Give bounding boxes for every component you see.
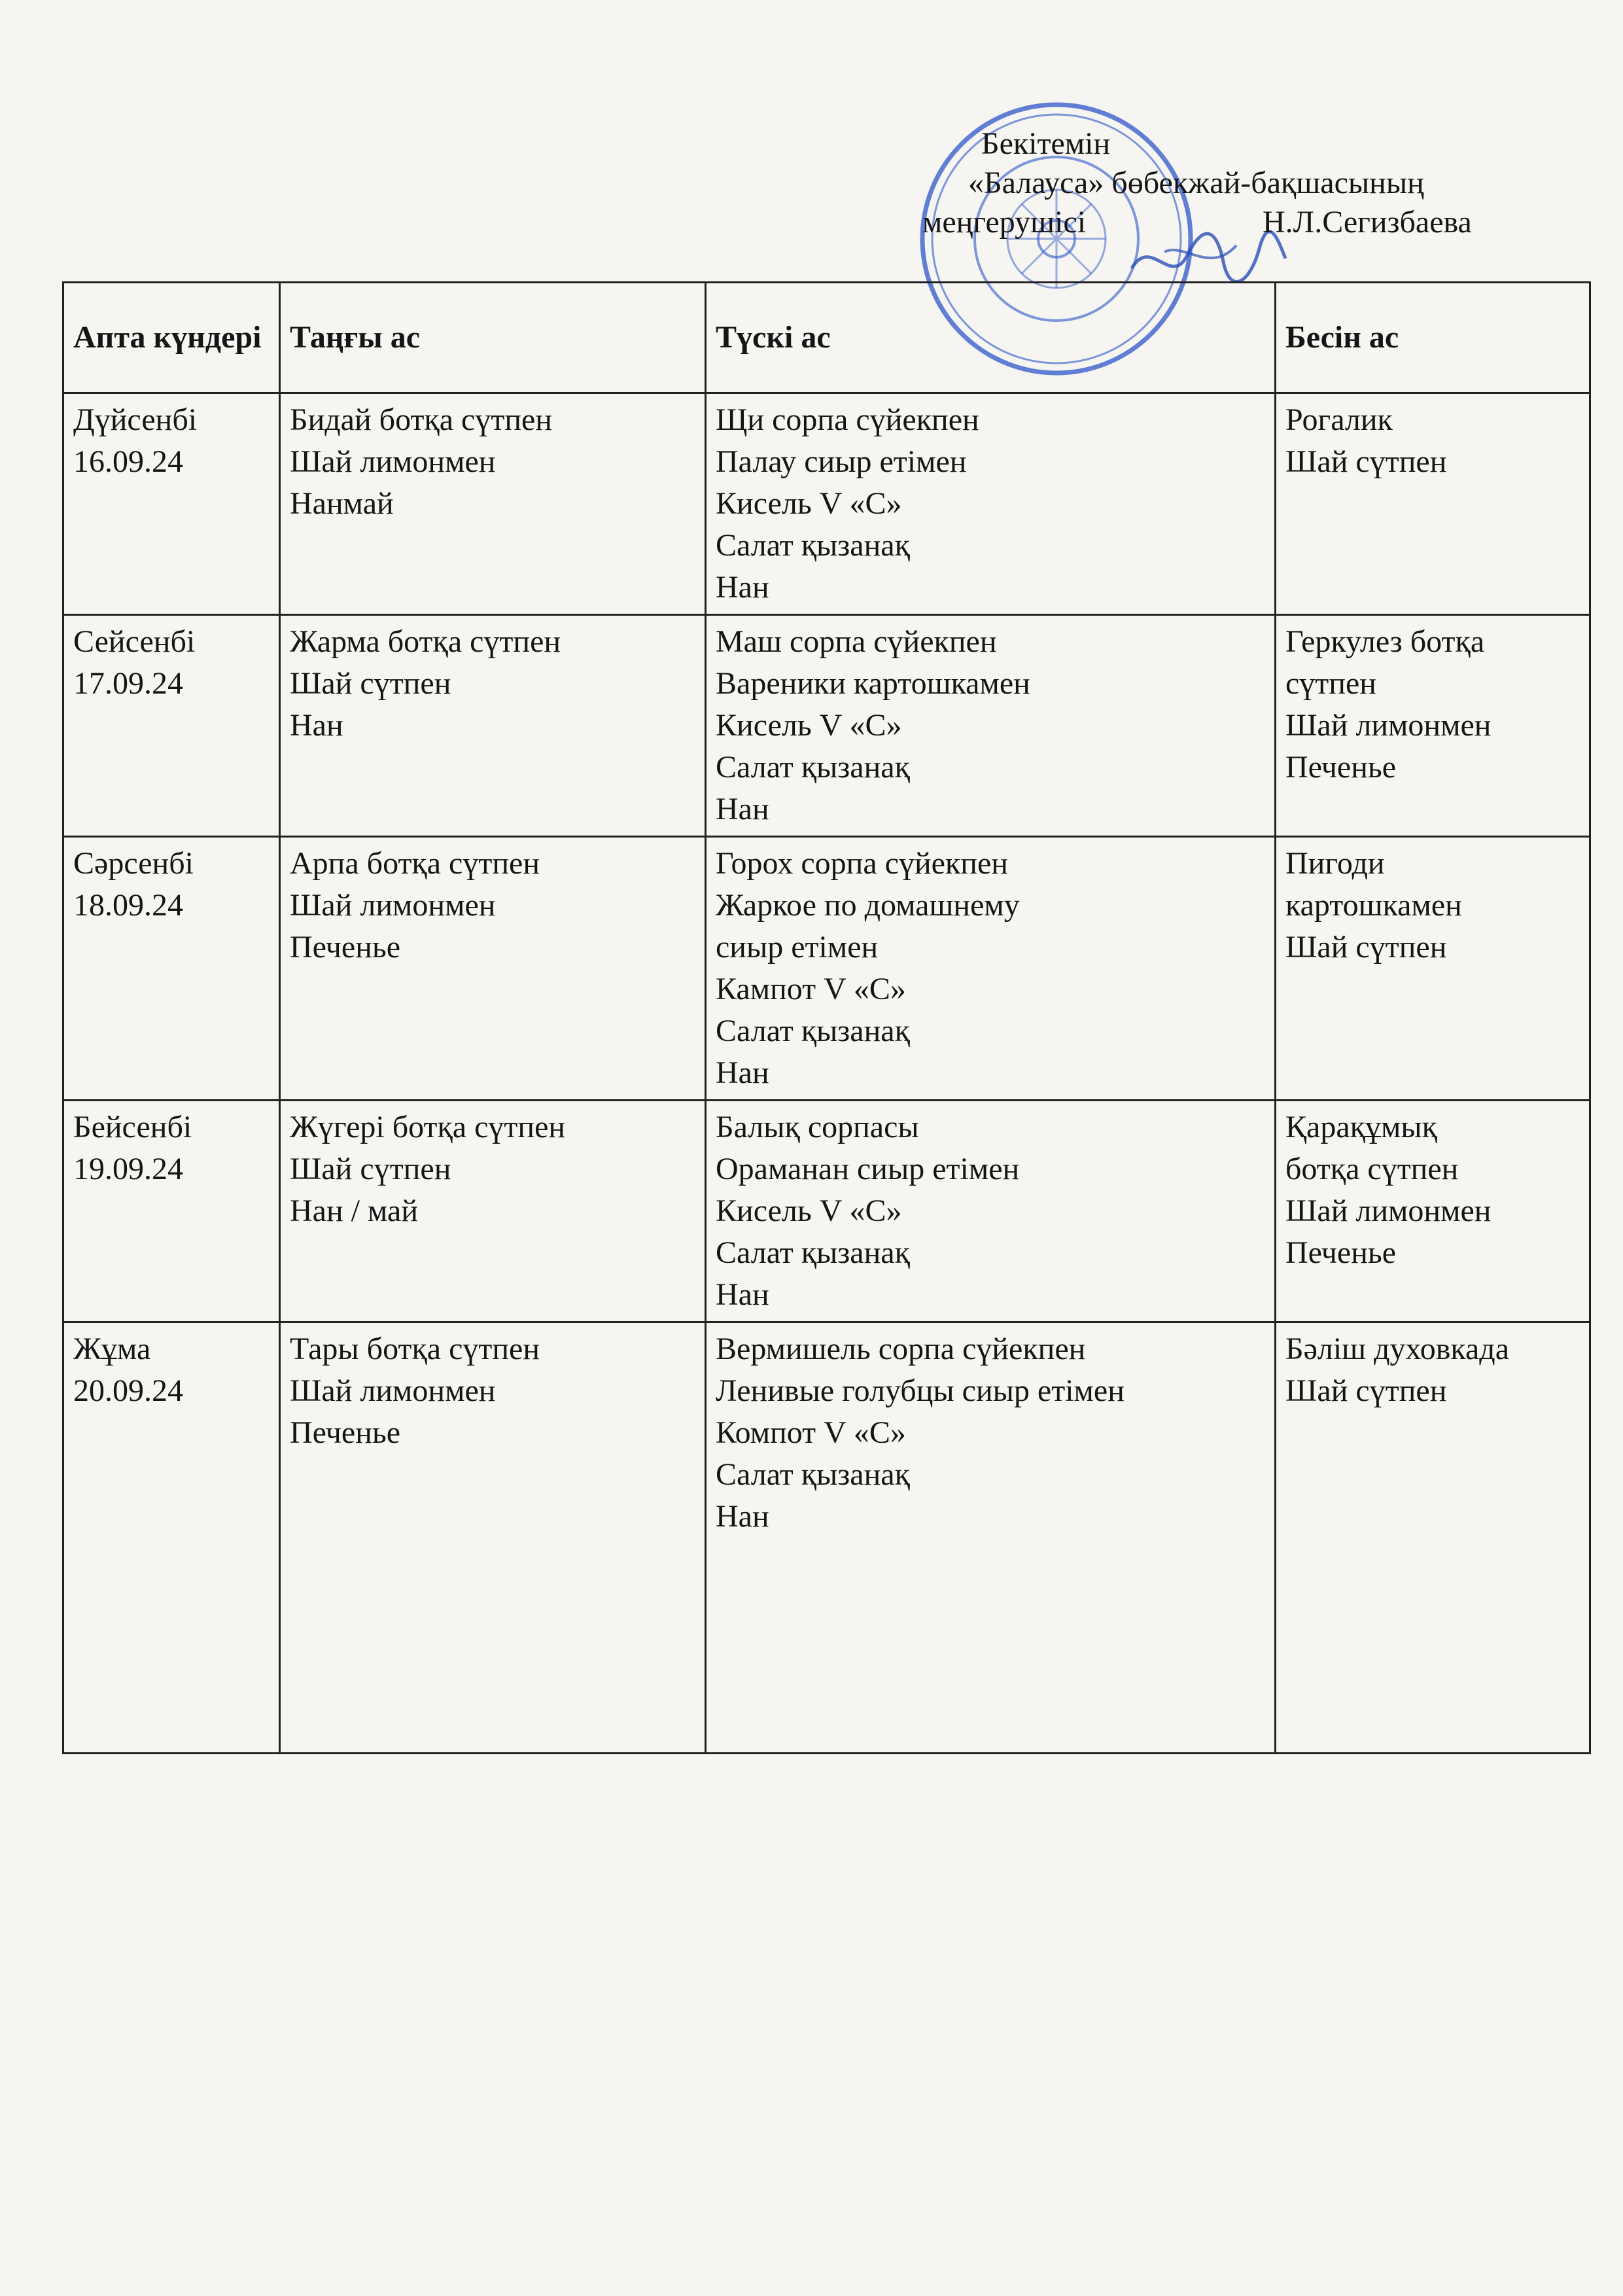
snack-cell (1276, 393, 1590, 615)
menu-item: Кампот V «С» (716, 972, 906, 1006)
table-row (63, 1101, 1590, 1322)
menu-item: Шай лимонмен (1285, 1193, 1492, 1228)
menu-item: сиыр етімен (716, 930, 879, 964)
menu-item: Салат қызанақ (716, 1235, 910, 1270)
menu-item: Кисель V «С» (716, 486, 902, 521)
weekly-menu-table (62, 281, 1591, 1754)
day-name: Дүйсенбі (73, 402, 198, 437)
menu-item: Арпа ботқа сүтпен (290, 846, 540, 881)
menu-item: Салат қызанақ (716, 1457, 910, 1492)
menu-item: Қарақұмық (1285, 1110, 1437, 1144)
table-row (63, 393, 1590, 615)
menu-item: Ораманан сиыр етімен (716, 1152, 1020, 1186)
approval-block (922, 124, 1537, 242)
menu-item: Салат қызанақ (716, 750, 910, 785)
menu-item: Кисель V «С» (716, 708, 902, 743)
menu-item: Печенье (1285, 1235, 1397, 1270)
snack-cell (1276, 837, 1590, 1101)
snack-cell (1276, 1322, 1590, 1754)
menu-item: Нан (716, 1055, 769, 1090)
head-name: Н.Л.Сегизбаева (1263, 205, 1472, 239)
menu-item: сүтпен (1285, 666, 1376, 701)
menu-item: Нан (716, 792, 769, 826)
menu-item: Вермишель сорпа сүйекпен (716, 1332, 1086, 1366)
menu-item: Нан (716, 1277, 769, 1312)
day-name: Сейсенбі (73, 624, 196, 659)
day-date: 20.09.24 (73, 1373, 183, 1408)
menu-item: Бәліш духовкада (1285, 1332, 1509, 1366)
menu-item: Щи сорпа сүйекпен (716, 402, 979, 437)
menu-item: Пигоди (1285, 846, 1385, 881)
day-name: Жұма (73, 1332, 151, 1366)
day-cell (63, 1101, 280, 1322)
breakfast-cell (280, 615, 706, 837)
menu-item: Шай лимонмен (290, 1373, 496, 1408)
day-cell (63, 837, 280, 1101)
kindergarten-name: «Балауса» бөбекжай-бақшасының (968, 166, 1424, 200)
menu-item: Шай лимонмен (290, 444, 496, 479)
breakfast-cell (280, 393, 706, 615)
menu-item: Шай сүтпен (290, 1152, 451, 1186)
day-name: Бейсенбі (73, 1110, 192, 1144)
table-row (63, 1322, 1590, 1754)
menu-item: Шай лимонмен (290, 888, 496, 923)
menu-item: Печенье (290, 1415, 401, 1450)
menu-item: Нан (716, 570, 769, 605)
menu-item: Нанмай (290, 486, 394, 521)
menu-item: ботқа сүтпен (1285, 1152, 1459, 1186)
menu-item: Печенье (1285, 750, 1397, 785)
breakfast-cell (280, 1101, 706, 1322)
header-snack: Бесін ас (1276, 283, 1590, 393)
menu-item: Жүгері ботқа сүтпен (290, 1110, 566, 1144)
table-row (63, 615, 1590, 837)
menu-item: Бидай ботқа сүтпен (290, 402, 553, 437)
menu-item: картошкамен (1285, 888, 1462, 923)
snack-cell (1276, 1101, 1590, 1322)
lunch-cell (706, 1101, 1276, 1322)
lunch-cell (706, 837, 1276, 1101)
day-cell (63, 393, 280, 615)
menu-item: Палау сиыр етімен (716, 444, 967, 479)
menu-item: Балық сорпасы (716, 1110, 919, 1144)
header-breakfast: Таңғы ас (280, 283, 706, 393)
day-date: 17.09.24 (73, 666, 183, 701)
table-row (63, 837, 1590, 1101)
menu-item: Нан (716, 1499, 769, 1534)
menu-item: Вареники картошкамен (716, 666, 1030, 701)
table-header-row (63, 283, 1590, 393)
approval-title: Бекітемін (981, 126, 1111, 161)
snack-cell (1276, 615, 1590, 837)
header-days: Апта күндері (63, 283, 280, 393)
menu-item: Жаркое по домашнему (716, 888, 1020, 923)
menu-item: Рогалик (1285, 402, 1393, 437)
menu-item: Салат қызанақ (716, 1014, 910, 1048)
head-position-line (922, 203, 1537, 242)
menu-item: Шай сүтпен (1285, 444, 1447, 479)
menu-item: Геркулез ботқа (1285, 624, 1485, 659)
menu-item: Компот V «С» (716, 1415, 906, 1450)
menu-item: Тары ботқа сүтпен (290, 1332, 540, 1366)
menu-item: Шай сүтпен (1285, 930, 1447, 964)
menu-item: Кисель V «С» (716, 1193, 902, 1228)
menu-item: Шай сүтпен (290, 666, 451, 701)
day-cell (63, 615, 280, 837)
lunch-cell (706, 1322, 1276, 1754)
day-cell (63, 1322, 280, 1754)
day-date: 16.09.24 (73, 444, 183, 479)
header-lunch: Түскі ас (706, 283, 1276, 393)
breakfast-cell (280, 1322, 706, 1754)
lunch-cell (706, 393, 1276, 615)
menu-item: Шай лимонмен (1285, 708, 1492, 743)
menu-item: Шай сүтпен (1285, 1373, 1447, 1408)
menu-item: Горох сорпа сүйекпен (716, 846, 1008, 881)
breakfast-cell (280, 837, 706, 1101)
menu-item: Нан / май (290, 1193, 419, 1228)
day-date: 18.09.24 (73, 888, 183, 923)
menu-item: Маш сорпа сүйекпен (716, 624, 997, 659)
menu-item: Нан (290, 708, 343, 743)
menu-item: Салат қызанақ (716, 528, 910, 563)
day-date: 19.09.24 (73, 1152, 183, 1186)
lunch-cell (706, 615, 1276, 837)
day-name: Сәрсенбі (73, 846, 194, 881)
menu-item: Печенье (290, 930, 401, 964)
menu-item: Жарма ботқа сүтпен (290, 624, 561, 659)
menu-item: Ленивые голубцы сиыр етімен (716, 1373, 1125, 1408)
head-position: меңгерушісі (922, 205, 1087, 239)
